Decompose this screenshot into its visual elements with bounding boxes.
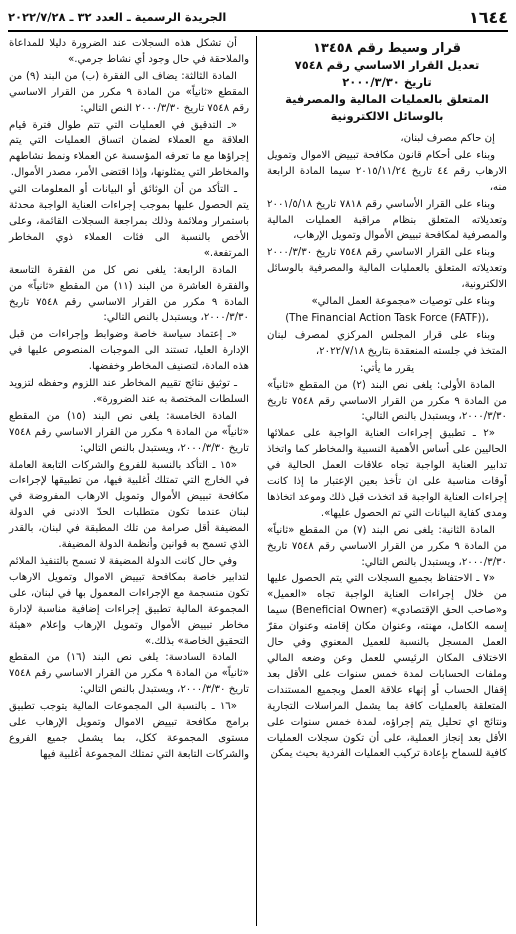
article-paragraph: المادة الثانية: يلغى نص البند (٧) من المقطع «ثانياً» من المادة ٩ مكرر من القرار الاساسي رقم ٧٥٤٨ تاريخ ٢٠٠٠/٣/٣٠، ويستبدل بالنص التالي: — [267, 524, 507, 568]
preamble-paragraph: وبناء على القرار الأساسي رقم ٧٨١٨ تاريخ ٢٠٠١/٥/١٨ وتعديلاته المتعلق بنظام مراقبة العمليات المالية والمصرفية لمكافحة تبييض الأموال وتمويل الإرهاب، — [267, 198, 507, 242]
title-line: قرار وسيط رقم ١٣٤٥٨ — [312, 41, 462, 56]
article-text: «٧ ـ الاحتفاظ بجميع السجلات التي يتم الحصول عليها من خلال إجراءات العناية الواجبة تجاه «العميل» و«صاحب الحق الإقتصادي» (Beneficial Owner) سيما إسمه الكامل، مهنته، وعنوان مكان إقامته وعنوان مقرّ العمل المسجل بالنسبة للعميل المعنوي وفي حال الاختلاف المكان الرئيسي للعمل وعن وضعه المالي وملفات الحسابات لمدة خمس سنوات على الأقل بعد إقفال الحساب أو إنهاء علاقة العمل وبجميع المستندات المتعلقة بالعمليات كافة بما يشمل المراسلات التجارية ونتائج اي تحليل يتم إجراؤه، لمدة خمس سنوات على الأقل بعد إنجاز العملية، على أن تكون سجلات العمليات كافية للسماح بإعادة تركيب العمليات الفردية بحيث يمكن — [267, 573, 508, 760]
article-text: «ـ التدقيق في العمليات التي تتم طوال فترة قيام العلاقة مع العملاء لضمان اتساق العمليات التي يتم إجراؤها مع ما تعرفه المؤسسة عن العملاء ونمط نشاطهم والمخاطر التي يمثلونها، وإذا اقتضى الأمر، مصدر الأموال. — [9, 119, 249, 179]
title-line: المتعلق بالعمليات المالية والمصرفية — [285, 92, 489, 106]
preamble-paragraph: وبناء على توصيات «مجموعة العمل المالي» — [311, 296, 495, 308]
article-paragraph: المادة الخامسة: يلغى نص البند (١٥) من المقطع «ثانياً» من المادة ٩ مكرر من القرار الاساسي رقم ٧٥٤٨ تاريخ ٢٠٠٠/٣/٣٠، ويستبدل بالنص التالي: — [9, 410, 249, 454]
preamble-paragraph: وبناء على أحكام قانون مكافحة تبييض الاموال وتمويل الارهاب رقم ٤٤ تاريخ ٢٠١٥/١١/٢٤ سيما المادة الرابعة منه، — [267, 149, 507, 193]
article-paragraph: المادة الرابعة: يلغى نص كل من الفقرة التاسعة والفقرة العاشرة من البند (١١) من المقطع «ثانياً» من المادة ٩ مكرر من القرار الاساسي رقم ٧٥٤٨ تاريخ ٢٠٠٠/٣/٣٠، ويستبدل بالنص التالي: — [9, 264, 250, 324]
header-rule — [8, 30, 508, 32]
title-line: بالوسائل الالكترونية — [330, 109, 444, 123]
article-text: ـ توثيق نتائج تقييم المخاطر عند اللزوم وحفظه لتزويد السلطات المختصة به عند الضرورة». — [9, 378, 249, 405]
left-column — [9, 36, 249, 764]
fatf-reference: (The Financial Action Task Force (FATF))، — [285, 312, 489, 324]
article-text: «١٥ ـ التأكد بالنسبة للفروع والشركات التابعة العاملة في الخارج التي تمتلك أغلبية فيها، من تطبيقها لإجراءات مكافحة تبييض الأموال وتمويل الارهاب المفروضة في لبنان عندما تكون متطلبات الحدّ الادنى في الدولة المضيفة أقل صرامة من تلك المطبقة في لبنان، بالقدر الذي تسمح به قوانين وأنظمة الدولة المضيفة. — [9, 459, 249, 551]
page-number: ١٦٤٤ — [468, 7, 508, 27]
article-text: «١٦ ـ بالنسبة الى المجموعات المالية يتوجب تطبيق برامج مكافحة تبييض الاموال وتمويل الإرهاب على مستوى المجموعة ككل، بما يشمل جميع الفروع والشركات التابعة التي تمتلك المجموعة أغلبية فيها — [9, 701, 249, 760]
article-text: «٢ ـ تطبيق إجراءات العناية الواجبة على عملائها الحاليين على أساس الأهمية النسبية والمخاطر كما واتخاذ تدابير العناية الواجبة تجاه علاقات العمل الحالية في أوقات مناسبة على ان تأخذ بعين الإعتبار ما إذا كانت إجراءات العناية الواجبة قد اتخذت قبل ذلك وموعد اتخاذها ومدى كفاية البيانات التي تم الحصول عليها». — [267, 428, 507, 519]
title-line: تعديل القرار الاساسي رقم ٧٥٤٨ — [294, 58, 480, 72]
article-paragraph: المادة السادسة: يلغى نص البند (١٦) من المقطع «ثانياً» من المادة ٩ مكرر من القرار الاساسي رقم ٧٥٤٨ تاريخ ٢٠٠٠/٣/٣٠، ويستبدل بالنص التالي: — [9, 652, 249, 696]
article-paragraph: المادة الأولى: يلغى نص البند (٢) من المقطع «ثانياً» من المادة ٩ مكرر من القرار الاساسي رقم ٧٥٤٨ تاريخ ٢٠٠٠/٣/٣٠، ويستبدل بالنص التالي: — [267, 379, 507, 423]
right-column — [267, 36, 507, 763]
article-paragraph: المادة الثالثة: يضاف الى الفقرة (ب) من البند (٩) من المقطع «ثانياً» من المادة ٩ مكرر من القرار الاساسي رقم ٧٥٤٨ تاريخ ٢٠٠٠/٣/٣٠ النص التالي: — [9, 70, 249, 114]
decides-line: يقرر ما يأتي: — [359, 362, 415, 374]
issue-info: الجريدة الرسمية ـ العدد ٣٢ ـ ٢٠٢٢/٧/٢٨ — [8, 10, 227, 24]
page-header — [8, 6, 508, 28]
preamble-paragraph: وبناء على قرار المجلس المركزي لمصرف لبنان المتخذ في جلسته المنعقدة بتاريخ ٢٠٢٢/٧/١٨، — [267, 329, 507, 357]
column-divider — [256, 36, 257, 926]
preamble-paragraph: وبناء على القرار الاساسي رقم ٧٥٤٨ تاريخ ٢٠٠٠/٣/٣٠ وتعديلاته المتعلق بالعمليات المالية والمصرفية بالوسائل الالكترونية، — [267, 247, 507, 291]
article-text: أن تشكل هذه السجلات عند الضرورة دليلا للمداعاة والملاحقة في حال وجود أي نشاط جرمي.» — [9, 38, 249, 65]
title-line: تاريخ ٢٠٠٠/٣/٣٠ — [342, 75, 432, 89]
article-text: وفي حال كانت الدولة المضيفة لا تسمح بالتنفيذ الملائم لتدابير خاصة بمكافحة تبييض الاموال وتمويل الارهاب تكون منسجمة مع الإجراءات المعمول بها في لبنان، على المجموعة المالية تطبيق إجراءات إضافية مناسبة لإدارة مخاطر تبييض الأموال وتمويل الإرهاب وإعلام «هيئة التحقيق الخاصة» بذلك.» — [9, 556, 249, 647]
decision-title — [267, 40, 507, 125]
article-text: ـ التأكد من أن الوثائق أو البيانات أو المعلومات التي يتم الحصول عليها بموجب إجراءات العناية الواجبة محدثة باستمرار وملائمة وذلك بمراجعة السجلات القائمة، وعلى الأخص بالنسبة الى فئات العملاء ذوي المخاطر المرتفعة.» — [9, 184, 249, 259]
article-text: «ـ إعتماد سياسة خاصة وضوابط وإجراءات من قبل الإدارة العليا، تستند الى الموجبات المنصوص عليها في هذه المادة، لتصنيف المخاطر وخفضها. — [9, 329, 249, 373]
preamble-paragraph: إن حاكم مصرف لبنان، — [400, 133, 495, 144]
